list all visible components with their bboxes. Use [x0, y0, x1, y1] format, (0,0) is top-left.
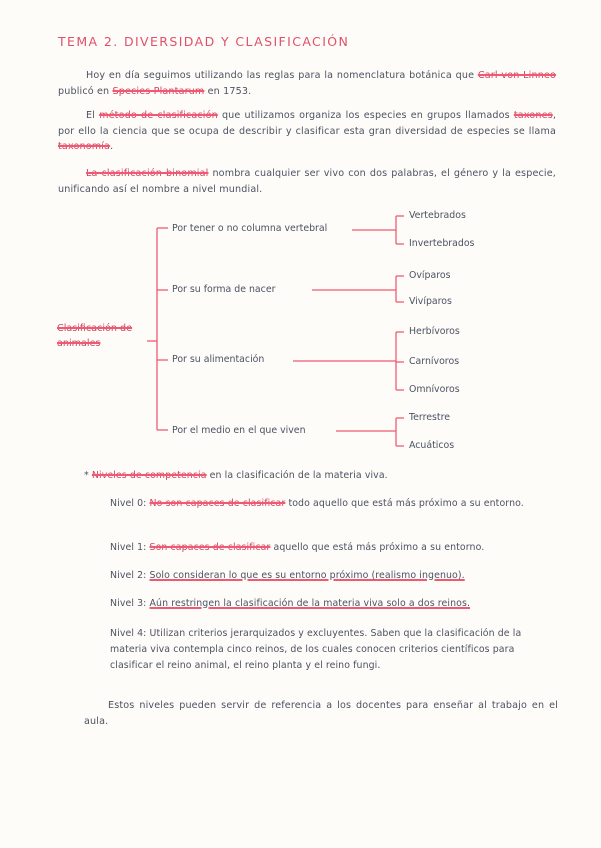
level-0-text: todo aquello que está más próximo a su entorno.: [285, 498, 524, 509]
leaf-terrestre: Terrestre: [409, 412, 450, 423]
branch-label-nacer: Por su forma de nacer: [172, 284, 276, 295]
branch-label-vertebral: Por tener o no columna vertebral: [172, 223, 328, 234]
branch-label-alimentacion: Por su alimentación: [172, 354, 265, 365]
leaf-acuaticos: Acuáticos: [409, 440, 455, 451]
p2-text-d: .: [110, 141, 114, 153]
leaf-herbivoros: Herbívoros: [409, 326, 460, 337]
levels-intro-term: Niveles de competencia: [91, 470, 207, 481]
p1-text-a: Hoy en día seguimos utilizando las reglas para la nomenclatura botánica que: [86, 70, 475, 81]
level-item-0: [110, 496, 560, 512]
p3-text: nombra cualquier ser vivo con dos palabras, el género y la especie, unificando así el nombre a nivel mundial.: [58, 168, 556, 195]
p3-term: La clasificación binomial: [86, 168, 209, 179]
leaf-vertebrados: Vertebrados: [409, 210, 466, 221]
level-item-4: [110, 626, 560, 673]
p2-text-c: , por ello la ciencia que se ocupa de describir y clasificar esta gran diversidad de especies se llama: [58, 110, 557, 137]
level-0-highlight: No son capaces de clasificar: [149, 498, 286, 509]
level-1-highlight: Son capaces de clasificar: [149, 542, 271, 553]
level-3-name: Nivel 3:: [110, 598, 147, 609]
tree-root-label: Clasificación de animales: [57, 323, 133, 349]
level-0-name: Nivel 0:: [110, 498, 147, 509]
level-4-text: Utilizan criterios jerarquizados y excluyentes. Saben que la clasificación de la materia viva contempla cinco reinos, de los cuales conocen criterios científicos para clasificar el reino animal, el reino planta y el reino fungi.: [110, 628, 522, 671]
p2-text-a: El: [86, 110, 100, 121]
level-item-2: [110, 568, 560, 584]
leaf-oviparos: Ovíparos: [409, 270, 451, 281]
level-1-text: aquello que está más próximo a su entorno.: [270, 542, 485, 553]
levels-intro-rest: en la clasificación de la materia viva.: [206, 470, 388, 481]
levels-intro: [84, 468, 554, 484]
level-3-text: Aún restringen la clasificación de la materia viva solo a dos reinos.: [149, 598, 471, 609]
level-1-name: Nivel 1:: [110, 542, 147, 553]
levels-intro-bullet: *: [84, 470, 92, 481]
leaf-viviparos: Vivíparos: [409, 296, 452, 307]
leaf-carnivoros: Carnívoros: [409, 356, 460, 367]
p1-book: Species Plantarum: [112, 85, 205, 97]
closing-paragraph: Estos niveles pueden servir de referencia a los docentes para enseñar al trabajo en el aula.: [84, 700, 558, 727]
level-2-name: Nivel 2:: [110, 570, 147, 581]
level-item-3: [110, 596, 560, 612]
p1-name: Carl von Linneo: [477, 70, 557, 81]
p1-text-c: en 1753.: [204, 85, 252, 97]
p2-text-b: que utilizamos organiza los especies en grupos llamados: [217, 110, 514, 121]
leaf-omnivoros: Omnívoros: [409, 384, 460, 395]
leaf-invertebrados: Invertebrados: [409, 238, 475, 249]
p1-text-b: publicó en: [58, 85, 113, 97]
p2-method: método de clasificación: [99, 110, 218, 121]
level-4-name: Nivel 4:: [110, 628, 147, 639]
level-item-1: [110, 540, 560, 556]
level-2-text: Solo consideran lo que es su entorno próximo (realismo ingenuo).: [149, 570, 465, 581]
branch-label-medio: Por el medio en el que viven: [172, 425, 306, 436]
p2-taxonomy: taxonomía: [58, 141, 111, 153]
page-title: TEMA 2. DIVERSIDAD Y CLASIFICACIÓN: [58, 34, 350, 49]
p2-taxa: taxones: [513, 110, 553, 121]
